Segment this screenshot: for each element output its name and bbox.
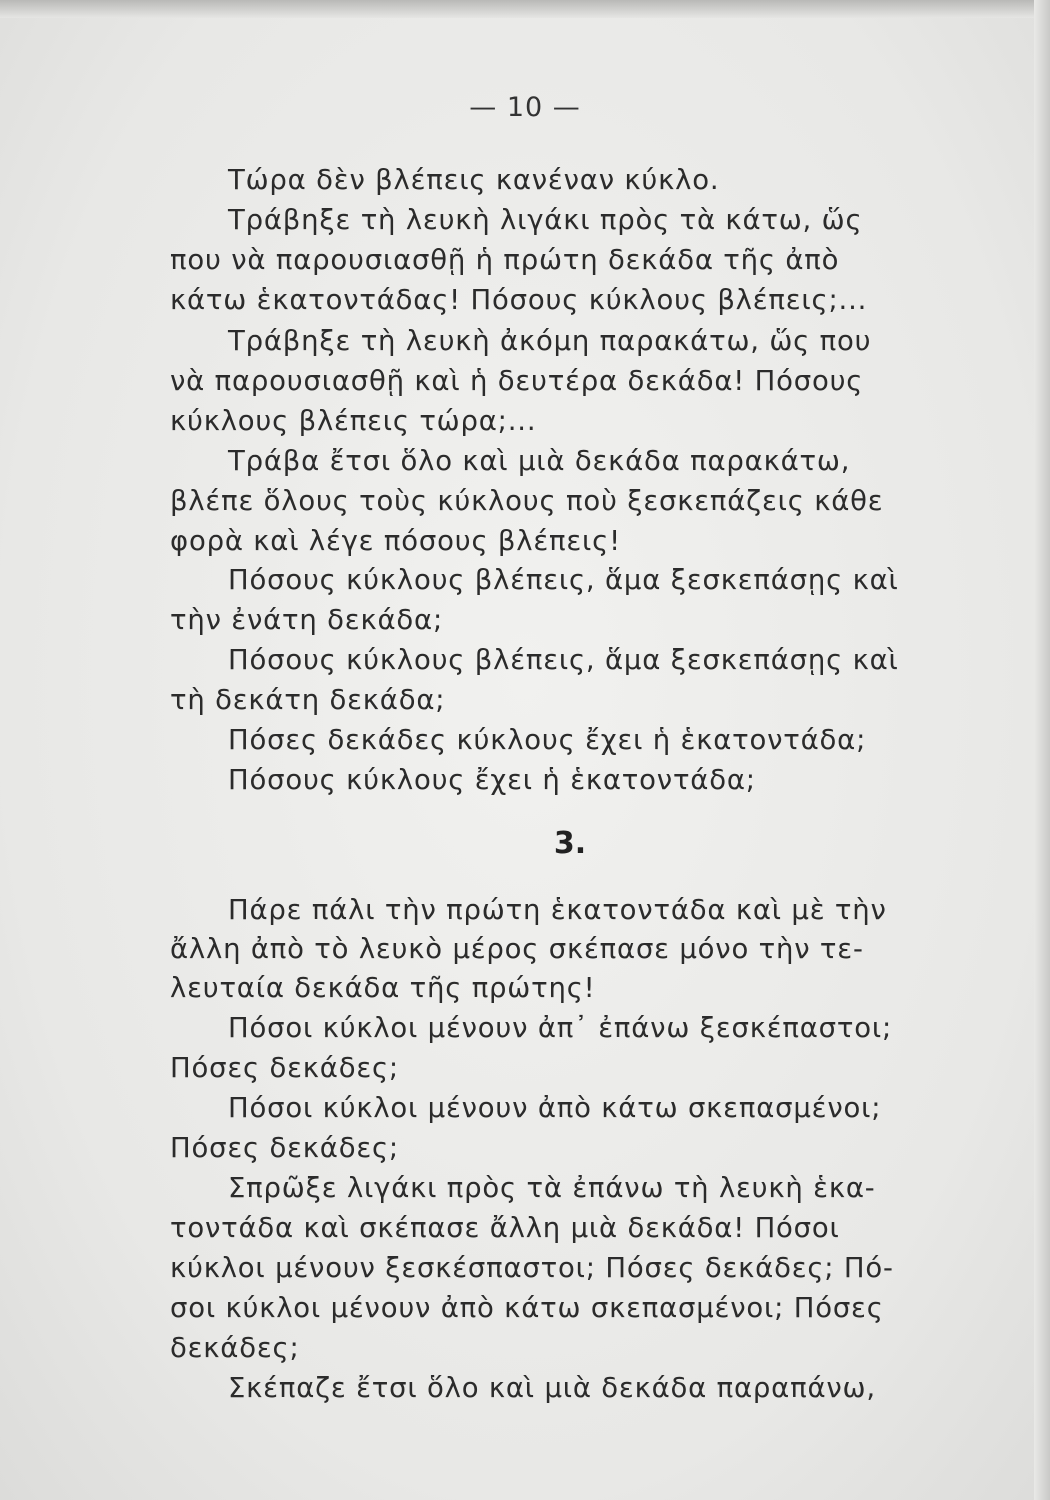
text-line: Τράβηξε τὴ λευκὴ ἀκόμη παρακάτω, ὥς που (228, 325, 872, 357)
page-top-edge (0, 0, 1050, 18)
page-number: — 10 — (469, 92, 581, 123)
text-line: βλέπε ὅλους τοὺς κύκλους ποὺ ξεσκεπάζεις κάθε (170, 485, 884, 517)
text-line: Σκέπαζε ἔτσι ὅλο καὶ μιὰ δεκάδα παραπάνω, (228, 1372, 876, 1404)
text-line: κάτω ἑκατοντάδας! Πόσους κύκλους βλέπεις;... (170, 284, 868, 316)
text-line: φορὰ καὶ λέγε πόσους βλέπεις! (170, 525, 621, 557)
text-line: Τράβα ἔτσι ὅλο καὶ μιὰ δεκάδα παρακάτω, (228, 445, 851, 477)
text-line: Πόσες δεκάδες; (170, 1052, 399, 1084)
text-line: νὰ παρουσιασθῇ καὶ ἡ δευτέρα δεκάδα! Πόσους (170, 365, 864, 397)
text-line: Τράβηξε τὴ λευκὴ λιγάκι πρὸς τὰ κάτω, ὥς (228, 204, 863, 236)
page-right-edge (1034, 0, 1050, 1500)
text-line: ἄλλη ἀπὸ τὸ λευκὸ μέρος σκέπασε μόνο τὴν τε- (170, 933, 864, 965)
text-line: που νὰ παρουσιασθῇ ἡ πρώτη δεκάδα τῆς ἀπὸ (170, 244, 840, 276)
text-line: Πόσοι κύκλοι μένουν ἀπ᾽ ἐπάνω ξεσκέπαστοι; (228, 1012, 893, 1044)
text-line: Πόσες δεκάδες; (170, 1132, 399, 1164)
text-line: δεκάδες; (170, 1332, 300, 1364)
text-line: Σπρῶξε λιγάκι πρὸς τὰ ἐπάνω τὴ λευκὴ ἑκα- (228, 1172, 876, 1204)
text-line: Πόσους κύκλους ἔχει ἡ ἑκατοντάδα; (228, 764, 756, 796)
text-line: Τώρα δὲν βλέπεις κανέναν κύκλο. (228, 164, 720, 196)
text-line: Πόσες δεκάδες κύκλους ἔχει ἡ ἑκατοντάδα; (228, 724, 867, 756)
text-line: Πόσους κύκλους βλέπεις, ἅμα ξεσκεπάσῃς καὶ (228, 644, 899, 676)
text-line: τὴ δεκάτη δεκάδα; (170, 684, 446, 716)
text-line: κύκλοι μένουν ξεσκέσπαστοι; Πόσες δεκάδες; Πό- (170, 1252, 894, 1284)
text-line: τοντάδα καὶ σκέπασε ἄλλη μιὰ δεκάδα! Πόσοι (170, 1212, 840, 1244)
text-line: Πόσοι κύκλοι μένουν ἀπὸ κάτω σκεπασμένοι; (228, 1092, 882, 1124)
text-line: κύκλους βλέπεις τώρα;... (170, 405, 537, 437)
text-line: Πόσους κύκλους βλέπεις, ἅμα ξεσκεπάσῃς καὶ (228, 564, 899, 596)
text-line: σοι κύκλοι μένουν ἀπὸ κάτω σκεπασμένοι; Πόσες (170, 1292, 884, 1324)
text-line: Πάρε πάλι τὴν πρώτη ἑκατοντάδα καὶ μὲ τὴν (228, 894, 887, 926)
section-heading: 3. (553, 826, 587, 861)
text-line: τὴν ἐνάτη δεκάδα; (170, 604, 444, 636)
text-line: λευταία δεκάδα τῆς πρώτης! (170, 972, 596, 1004)
